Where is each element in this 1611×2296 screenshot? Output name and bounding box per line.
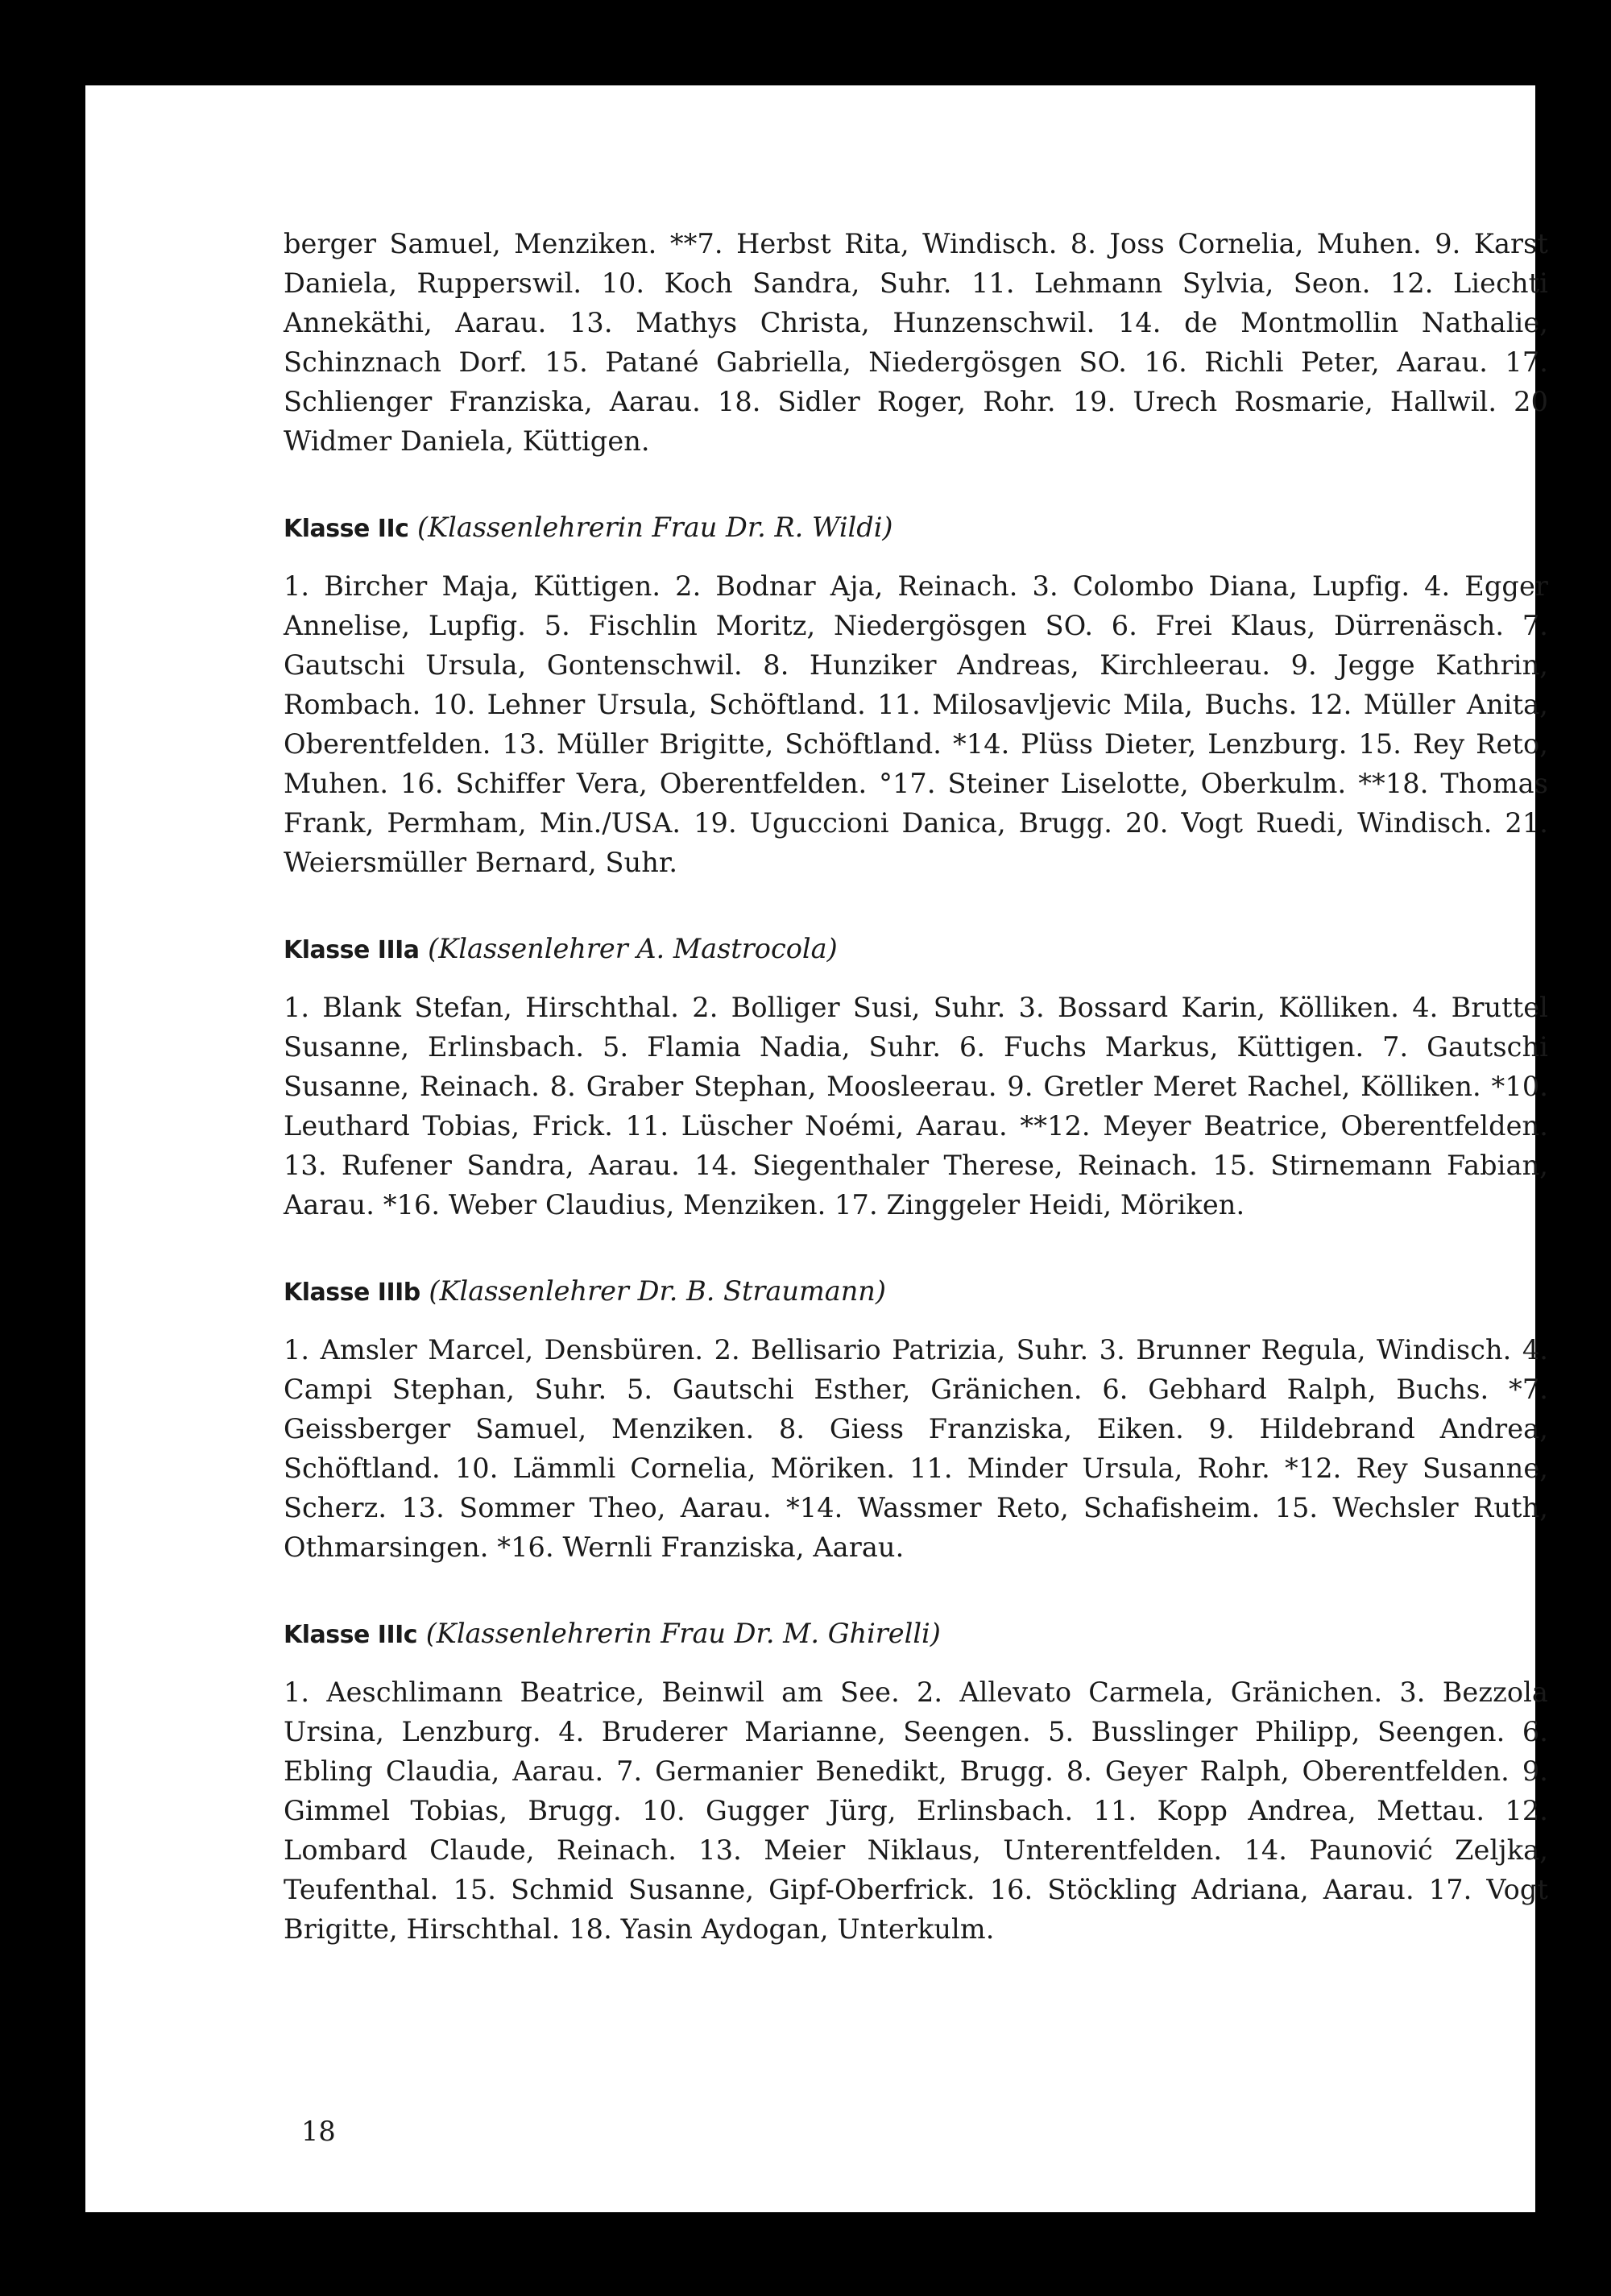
class-label: Klasse IIc <box>284 515 409 543</box>
class-heading-iiib <box>284 1271 1548 1312</box>
student-list-iic: 1. Bircher Maja, Küttigen. 2. Bodnar Aja, Reinach. 3. Colombo Diana, Lupfig. 4. Egger Annelise, Lupfig. 5. Fischlin Moritz, Niedergösgen SO. 6. Frei Klaus, Dürrenäsch. 7. Gautschi Ursula, Gontenschwil. 8. Hunziker Andreas, Kirchleerau. 9. Jegge Kathrin, Rombach. 10. Lehner Ursula, Schöftland. 11. Milosavljevic Mila, Buchs. 12. Müller Anita, Oberentfelden. 13. Müller Brigitte, Schöftland. *14. Plüss Dieter, Lenzburg. 15. Rey Reto, Muhen. 16. Schiffer Vera, Oberentfelden. °17. Steiner Liselotte, Oberkulm. **18. Thomas Frank, Permham, Min./USA. 19. Uguccioni Danica, Brugg. 20. Vogt Ruedi, Windisch. 21. Weiersmüller Bernard, Suhr. <box>284 570 1548 878</box>
page-content <box>284 224 1548 1949</box>
class-label: Klasse IIIb <box>284 1279 420 1307</box>
class-heading-iiia <box>284 929 1548 970</box>
teacher-name: (Klassenlehrer Dr. B. Straumann) <box>429 1275 886 1307</box>
teacher-name: (Klassenlehrerin Frau Dr. M. Ghirelli) <box>425 1618 941 1649</box>
student-list-iiic: 1. Aeschlimann Beatrice, Beinwil am See. 2. Allevato Carmela, Gränichen. 3. Bezzola Ursina, Lenzburg. 4. Bruderer Marianne, Seengen. 5. Busslinger Philipp, Seengen. 6. Ebling Claudia, Aarau. 7. Germanier Benedikt, Brugg. 8. Geyer Ralph, Oberentfelden. 9. Gimmel Tobias, Brugg. 10. Gugger Jürg, Erlinsbach. 11. Kopp Andrea, Mettau. 12. Lombard Claude, Reinach. 13. Meier Niklaus, Unterentfelden. 14. Paunović Zeljka, Teufenthal. 15. Schmid Susanne, Gipf-Oberfrick. 16. Stöckling Adriana, Aarau. 17. Vogt Brigitte, Hirschthal. 18. Yasin Aydogan, Unterkulm. <box>284 1676 1548 1945</box>
document-page <box>85 85 1548 2212</box>
teacher-name: (Klassenlehrerin Frau Dr. R. Wildi) <box>417 512 893 543</box>
class-label: Klasse IIIc <box>284 1621 418 1649</box>
student-list-iiia: 1. Blank Stefan, Hirschthal. 2. Bolliger Susi, Suhr. 3. Bossard Karin, Kölliken. 4. Bruttel Susanne, Erlinsbach. 5. Flamia Nadia, Suhr. 6. Fuchs Markus, Küttigen. 7. Gautschi Susanne, Reinach. 8. Graber Stephan, Moosleerau. 9. Gretler Meret Rachel, Kölliken. *10. Leuthard Tobias, Frick. 11. Lüscher Noémi, Aarau. **12. Meyer Beatrice, Oberentfelden. 13. Rufener Sandra, Aarau. 14. Siegenthaler Therese, Reinach. 15. Stirnemann Fabian, Aarau. *16. Weber Claudius, Menziken. 17. Zinggeler Heidi, Möriken. <box>284 992 1548 1221</box>
class-heading-iiic <box>284 1614 1548 1655</box>
student-list-iiib: 1. Amsler Marcel, Densbüren. 2. Bellisario Patrizia, Suhr. 3. Brunner Regula, Windisch. 4. Campi Stephan, Suhr. 5. Gautschi Esther, Gränichen. 6. Gebhard Ralph, Buchs. *7. Geissberger Samuel, Menziken. 8. Giess Franziska, Eiken. 9. Hildebrand Andrea, Schöftland. 10. Lämmli Cornelia, Möriken. 11. Minder Ursula, Rohr. *12. Rey Susanne, Scherz. 13. Sommer Theo, Aarau. *14. Wassmer Reto, Schafisheim. 15. Wechsler Ruth, Othmarsingen. *16. Wernli Franziska, Aarau. <box>284 1334 1548 1563</box>
class-label: Klasse IIIa <box>284 936 420 964</box>
teacher-name: (Klassenlehrer A. Mastrocola) <box>428 933 838 964</box>
page-number: 18 <box>301 2116 336 2147</box>
continuation-paragraph: berger Samuel, Menziken. **7. Herbst Rita, Windisch. 8. Joss Cornelia, Muhen. 9. Karst Daniela, Rupperswil. 10. Koch Sandra, Suhr. 11. Lehmann Sylvia, Seon. 12. Liechti Annekäthi, Aarau. 13. Mathys Christa, Hunzenschwil. 14. de Montmollin Nathalie, Schinznach Dorf. 15. Patané Gabriella, Niedergösgen SO. 16. Richli Peter, Aarau. 17. Schlienger Franziska, Aarau. 18. Sidler Roger, Rohr. 19. Urech Rosmarie, Hallwil. 20 Widmer Daniela, Küttigen. <box>284 228 1548 457</box>
class-heading-iic <box>284 508 1548 549</box>
